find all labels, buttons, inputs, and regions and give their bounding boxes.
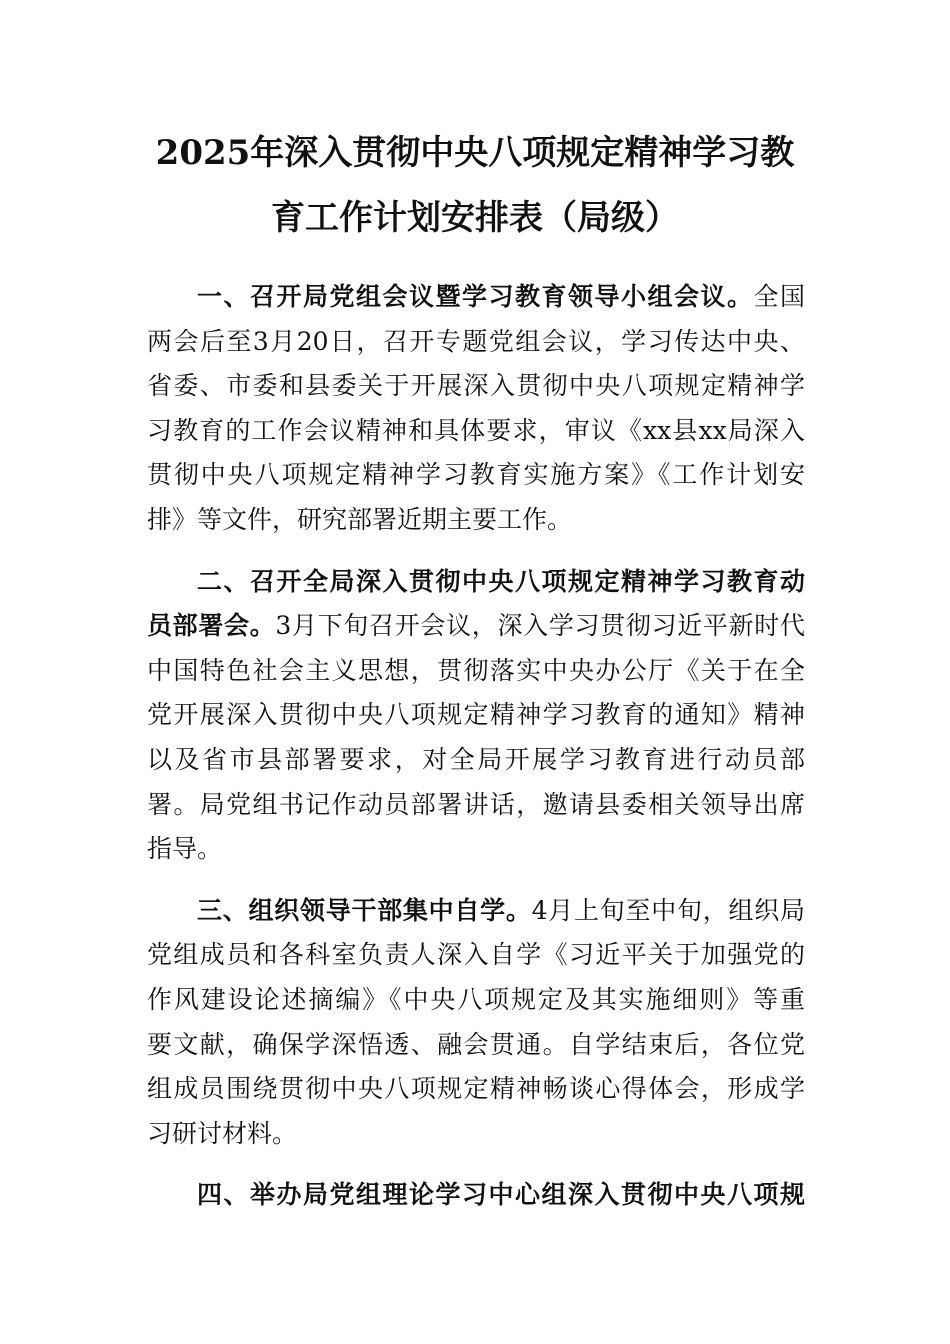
section-heading-text: 二、召开全局深入贯彻中央八项规定精神学习教育动 xyxy=(197,566,805,596)
paragraph xyxy=(147,889,805,1157)
body-text: 省委、市委和县委关于开展深入贯彻中央八项规定精神学 xyxy=(147,371,805,401)
body-text: 署。局党组书记作动员部署讲话，邀请县委相关领导出席 xyxy=(147,789,805,819)
section-heading-text: 员部署会。 xyxy=(147,611,276,641)
paragraph-line xyxy=(147,933,805,978)
paragraph-line xyxy=(147,1173,805,1218)
paragraph xyxy=(147,560,805,872)
paragraph-line xyxy=(147,978,805,1023)
body-text: 要文献，确保学深悟透、融会贯通。自学结束后，各位党 xyxy=(147,1029,805,1059)
paragraph-line xyxy=(147,560,805,605)
document-title-line-2: 育工作计划安排表（局级） xyxy=(271,198,679,238)
body-text: 指导。 xyxy=(147,834,223,864)
body-text: 排》等文件，研究部署近期主要工作。 xyxy=(147,504,573,534)
paragraph-line xyxy=(147,453,805,498)
paragraph-line xyxy=(147,320,805,365)
body-text: 习研讨材料。 xyxy=(147,1118,298,1148)
paragraph-line xyxy=(147,604,805,649)
paragraph-line xyxy=(147,498,805,543)
paragraph xyxy=(147,1173,805,1218)
body-text: 党开展深入贯彻中央八项规定精神学习教育的通知》精神 xyxy=(147,700,805,730)
paragraph-line xyxy=(147,1112,805,1157)
section-heading-text: 一、召开局党组会议暨学习教育领导小组会议。 xyxy=(197,282,754,311)
body-text: 4月上旬至中旬，组织局 xyxy=(531,895,805,925)
document-title-line-1: 2025年深入贯彻中央八项规定精神学习教 xyxy=(155,133,795,173)
paragraph-line xyxy=(147,738,805,783)
paragraph-line xyxy=(147,409,805,454)
body-text: 以及省市县部署要求，对全局开展学习教育进行动员部 xyxy=(147,744,805,774)
body-text: 全国 xyxy=(753,282,805,311)
body-text: 组成员围绕贯彻中央八项规定精神畅谈心得体会，形成学 xyxy=(147,1074,805,1104)
paragraph-line xyxy=(147,364,805,409)
paragraph-line xyxy=(147,827,805,872)
document-body xyxy=(147,275,805,1235)
body-text: 党组成员和各科室负责人深入自学《习近平关于加强党的 xyxy=(147,940,805,970)
section-heading-text: 四、举办局党组理论学习中心组深入贯彻中央八项规 xyxy=(197,1180,805,1210)
paragraph-line xyxy=(147,275,805,320)
paragraph-line xyxy=(147,693,805,738)
section-heading-text: 三、组织领导干部集中自学。 xyxy=(197,895,532,925)
paragraph-line xyxy=(147,649,805,694)
paragraph-line xyxy=(147,1023,805,1068)
paragraph xyxy=(147,275,805,543)
body-text: 习教育的工作会议精神和具体要求，审议《xx县xx局深入 xyxy=(147,415,805,445)
paragraph-line xyxy=(147,889,805,934)
body-text: 中国特色社会主义思想，贯彻落实中央办公厅《关于在全 xyxy=(147,655,805,685)
body-text: 作风建设论述摘编》《中央八项规定及其实施细则》等重 xyxy=(147,984,805,1014)
body-text: 两会后至3月20日，召开专题党组会议，学习传达中央、 xyxy=(147,326,805,356)
body-text: 3月下旬召开会议，深入学习贯彻习近平新时代 xyxy=(275,611,805,641)
paragraph-line xyxy=(147,1067,805,1112)
paragraph-line xyxy=(147,783,805,828)
body-text: 贯彻中央八项规定精神学习教育实施方案》《工作计划安 xyxy=(147,460,805,490)
